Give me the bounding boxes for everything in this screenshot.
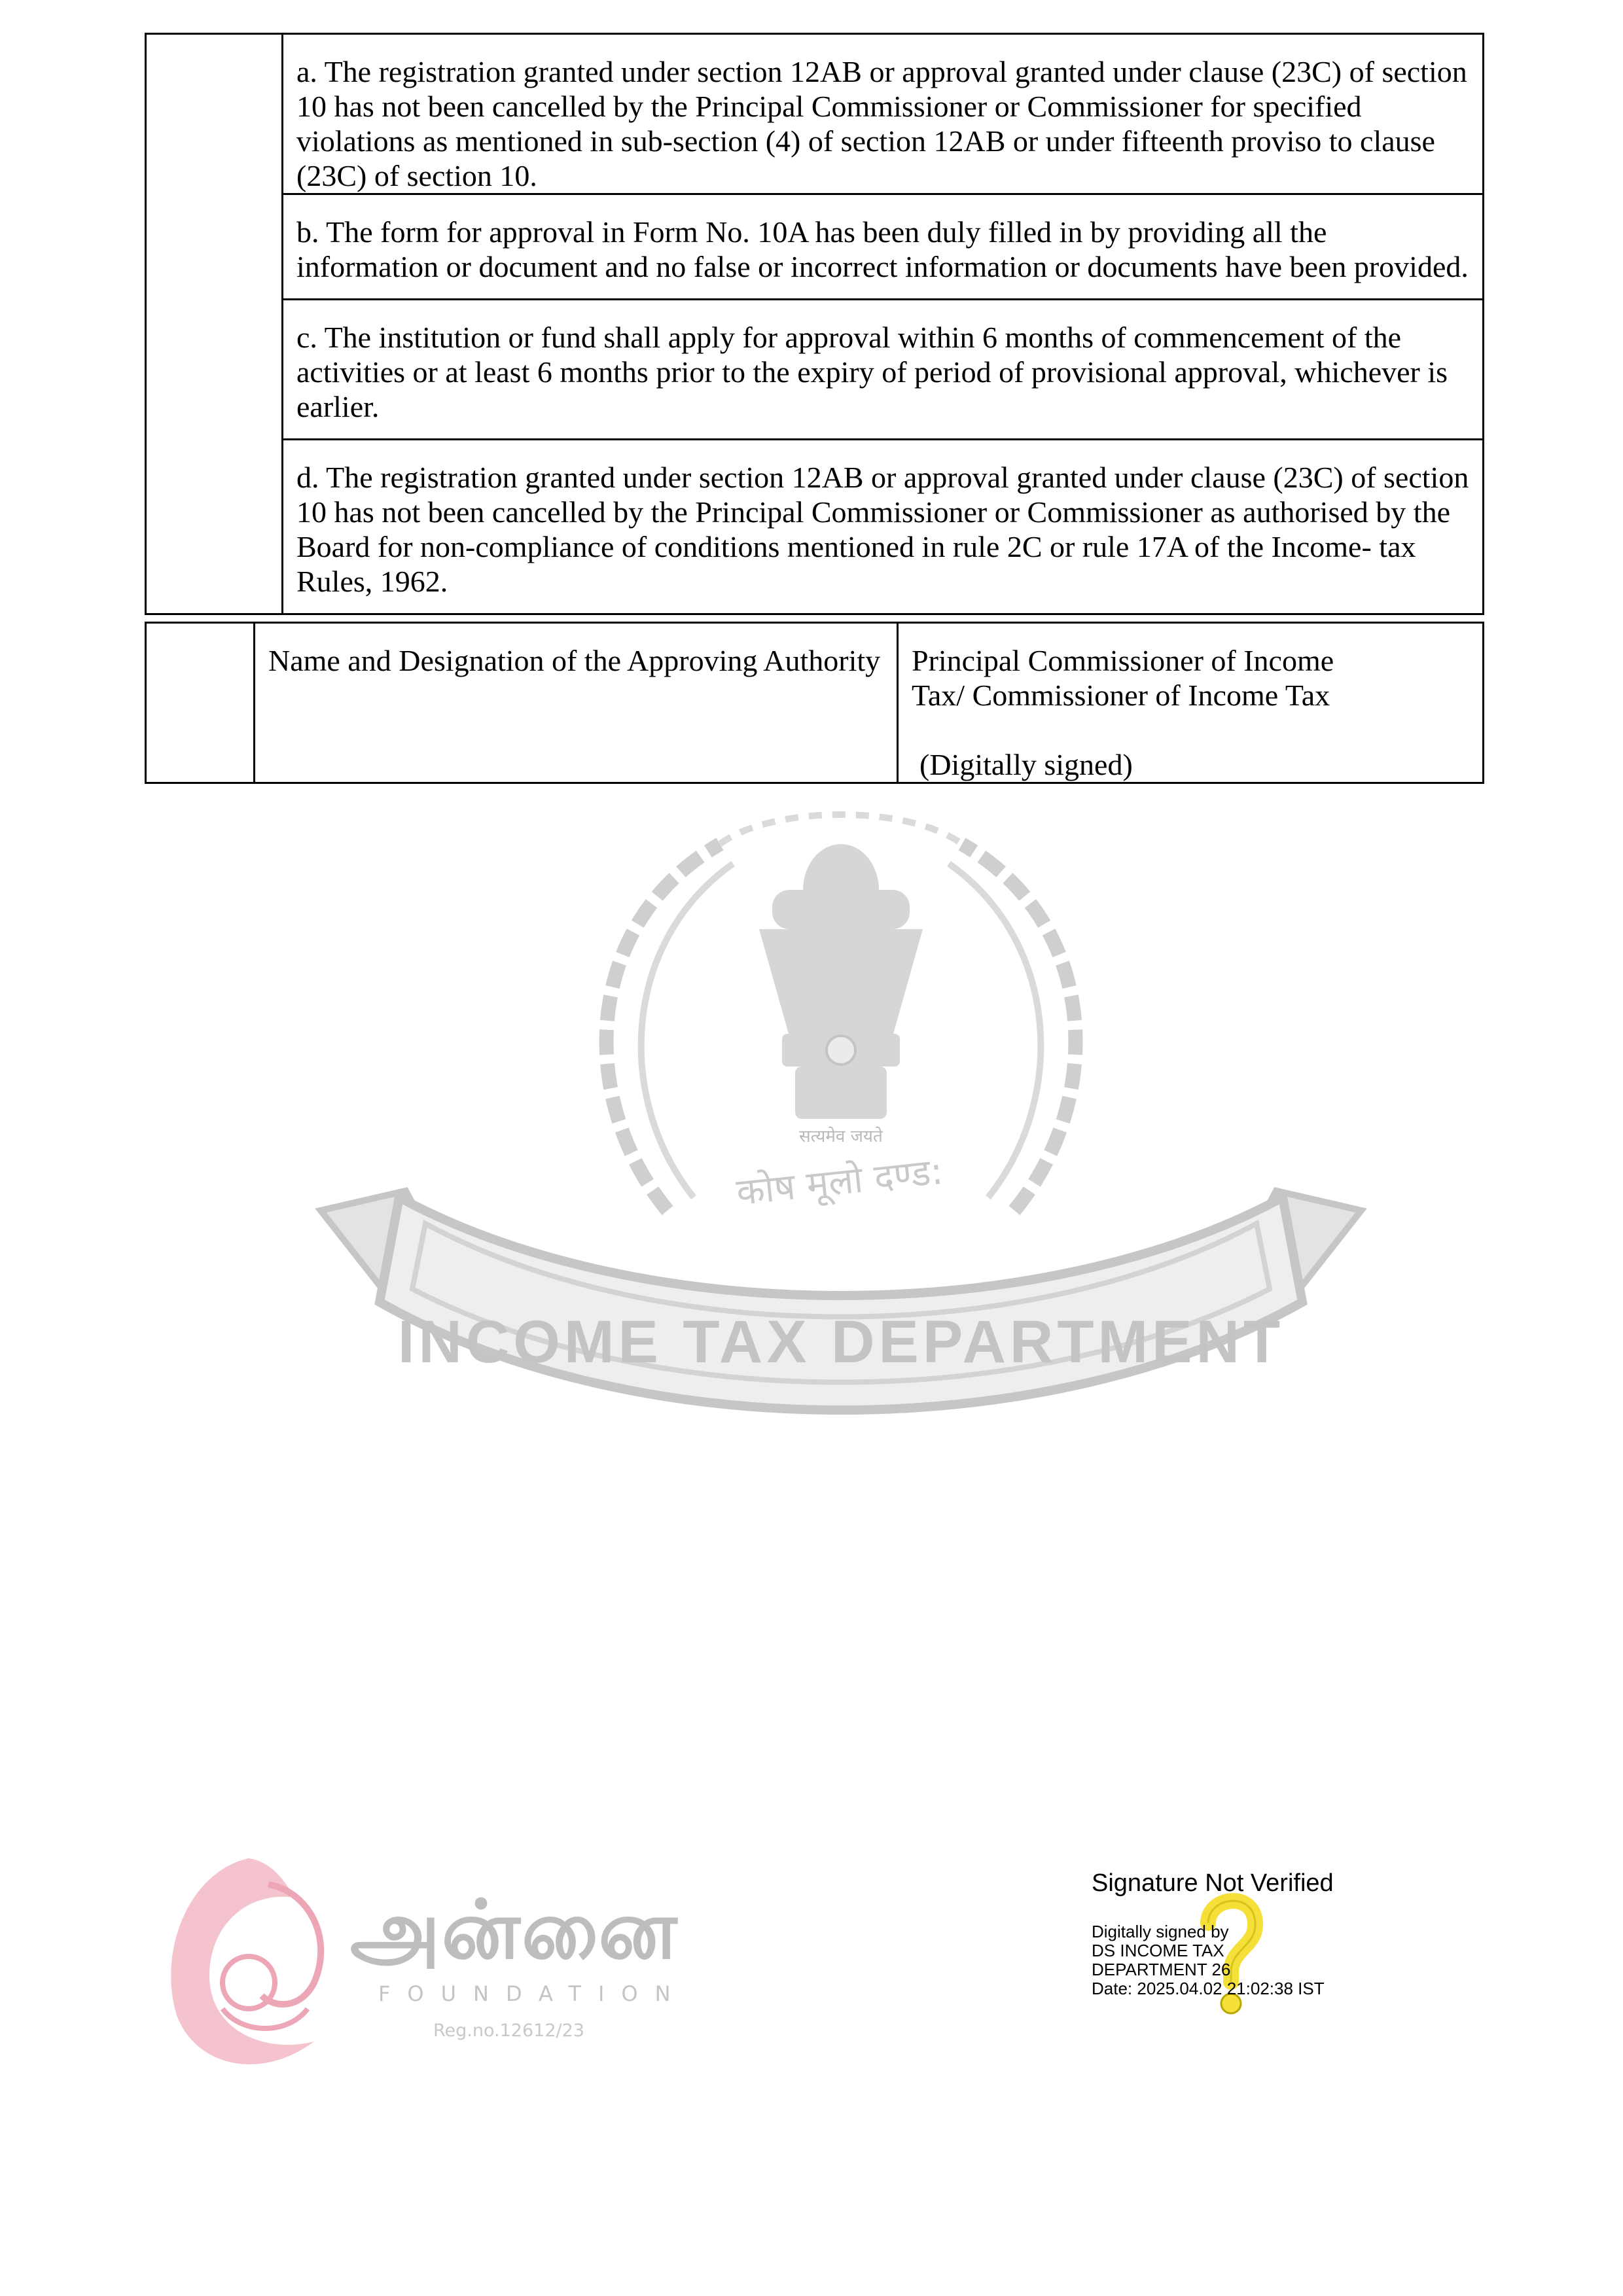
conditions-table: [145, 33, 1484, 615]
signature-line: DS INCOME TAX: [1092, 1941, 1224, 1960]
signature-block: [1092, 1869, 1432, 2026]
authority-row: [146, 623, 1484, 783]
condition-row: [146, 300, 1484, 440]
emblem-motto: सत्यमेव जयते: [799, 1127, 883, 1146]
mother-child-icon: [151, 1845, 340, 2081]
foundation-reg-no: Reg.no.12612/23: [433, 2021, 584, 2041]
foundation-subtitle: FOUNDATION: [378, 1981, 688, 2006]
emblem-icon: [301, 792, 1381, 1485]
signature-date: Date: 2025.04.02 21:02:38 IST: [1092, 1979, 1325, 1998]
authority-value-line2: Tax/ Commissioner of Income Tax: [912, 679, 1330, 712]
condition-c: c. The institution or fund shall apply for approval within 6 months of commencement of the activities or at least 6 months prior to the expiry of period of provisional approval, whichever is earlier.: [283, 300, 1484, 440]
income-tax-watermark: [301, 792, 1381, 1485]
condition-a: a. The registration granted under section 12AB or approval granted under clause (23C) of section 10 has not been cancelled by the Principal Commissioner or Commissioner for specified violations as mentioned in sub-section (4) of section 12AB or under fifteenth proviso to clause (23C) of section 10.: [283, 34, 1484, 194]
serial-cell: [146, 623, 255, 783]
authority-label: Name and Designation of the Approving Authority: [255, 623, 898, 783]
ribbon-text: INCOME TAX DEPARTMENT: [397, 1309, 1285, 1375]
authority-value: [898, 623, 1484, 783]
authority-table: [145, 622, 1484, 784]
condition-row: [146, 440, 1484, 614]
foundation-name: அன்னை: [350, 1883, 679, 1977]
foundation-logo: [151, 1845, 687, 2081]
signature-status: Signature Not Verified: [1092, 1869, 1334, 1897]
digitally-signed-note: (Digitally signed): [919, 748, 1133, 781]
condition-row: [146, 194, 1484, 300]
emblem-motto-arc: कोष मूलो दण्ड:: [734, 1150, 945, 1214]
condition-b: b. The form for approval in Form No. 10A has been duly filled in by providing all the information or document and no false or incorrect information or documents have been provided.: [283, 194, 1484, 300]
serial-cell: [146, 34, 283, 614]
signature-line: DEPARTMENT 26: [1092, 1960, 1231, 1979]
authority-value-line1: Principal Commissioner of Income: [912, 644, 1334, 677]
condition-d: d. The registration granted under section 12AB or approval granted under clause (23C) of section 10 has not been cancelled by the Principal Commissioner or Commissioner as authorised by the Board for non-compliance of conditions mentioned in rule 2C or rule 17A of the Income- tax Rules, 1962.: [283, 440, 1484, 614]
condition-row: [146, 34, 1484, 194]
signature-details: [1092, 1922, 1325, 1998]
signature-line: Digitally signed by: [1092, 1922, 1229, 1941]
